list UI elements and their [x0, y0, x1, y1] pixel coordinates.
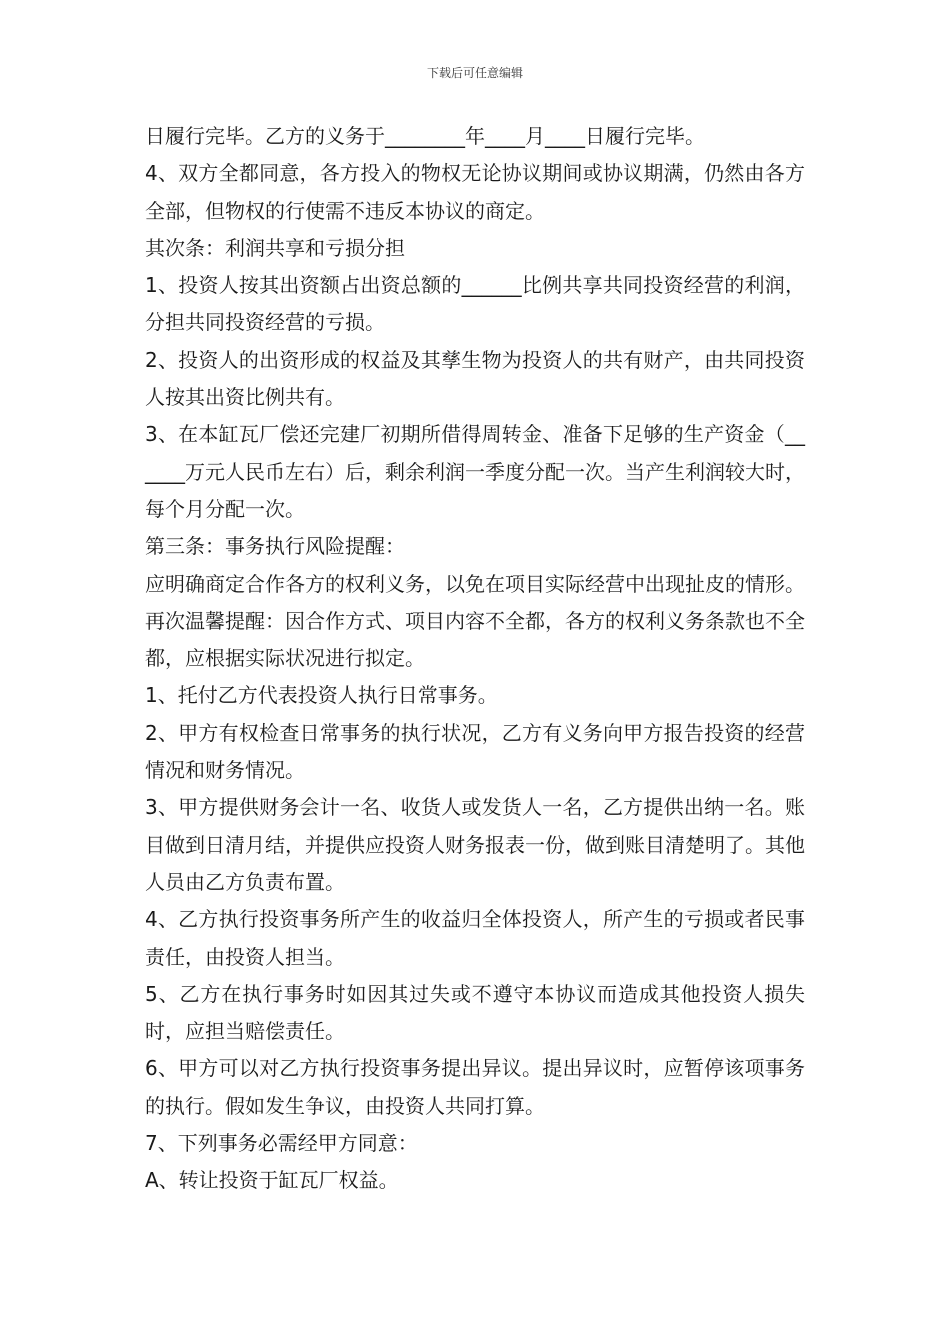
- paragraph-16: 7、下列事务必需经甲方同意：: [145, 1131, 418, 1156]
- paragraph-11: 2、甲方有权检查日常事务的执行状况，乙方有义务向甲方报告投资的经营情况和财务情况。: [145, 720, 805, 783]
- paragraph-1: 日履行完毕。乙方的义务于________年____月____日履行完毕。: [145, 124, 705, 148]
- paragraph-10: 1、托付乙方代表投资人执行日常事务。: [145, 683, 498, 708]
- paragraph-14: 5、乙方在执行事务时如因其过失或不遵守本协议而造成其他投资人损失时，应担当赔偿责任。: [145, 981, 805, 1044]
- paragraph-2: 4、双方全都同意，各方投入的物权无论协议期间或协议期满，仍然由各方全部，但物权的行使需不违反本协议的商定。: [145, 161, 805, 223]
- section-heading-2: 其次条：利润共享和亏损分担: [145, 235, 405, 260]
- paragraph-6: 3、在本缸瓦厂偿还完建厂初期所借得周转金、准备下足够的生产资金（______万元人民币左右）后，剩余利润一季度分配一次。当产生利润较大时，每个月分配一次。: [145, 422, 805, 521]
- paragraph-8: 应明确商定合作各方的权利义务，以免在项目实际经营中出现扯皮的情形。: [145, 571, 805, 596]
- paragraph-17: A、转让投资于缸瓦厂权益。: [145, 1168, 399, 1193]
- document-body: [145, 118, 805, 1200]
- section-heading-3: 第三条：事务执行风险提醒：: [145, 534, 405, 559]
- paragraph-13: 4、乙方执行投资事务所产生的收益归全体投资人，所产生的亏损或者民事责任，由投资人担当。: [145, 907, 805, 969]
- paragraph-4: 1、投资人按其出资额占出资总额的______比例共享共同投资经营的利润，分担共同投资经营的亏损。: [145, 273, 805, 335]
- paragraph-9: 再次温馨提醒：因合作方式、项目内容不全都，各方的权利义务条款也不全都，应根据实际状况进行拟定。: [145, 608, 805, 671]
- paragraph-12: 3、甲方提供财务会计一名、收货人或发货人一名，乙方提供出纳一名。账目做到日清月结，并提供应投资人财务报表一份，做到账目清楚明了。其他人员由乙方负责布置。: [145, 795, 805, 894]
- page-header: 下载后可任意编辑: [426, 66, 523, 80]
- paragraph-15: 6、甲方可以对乙方执行投资事务提出异议。提出异议时，应暂停该项事务的执行。假如发生争议，由投资人共同打算。: [145, 1056, 805, 1118]
- paragraph-5: 2、投资人的出资形成的权益及其孳生物为投资人的共有财产，由共同投资人按其出资比例共有。: [145, 347, 805, 410]
